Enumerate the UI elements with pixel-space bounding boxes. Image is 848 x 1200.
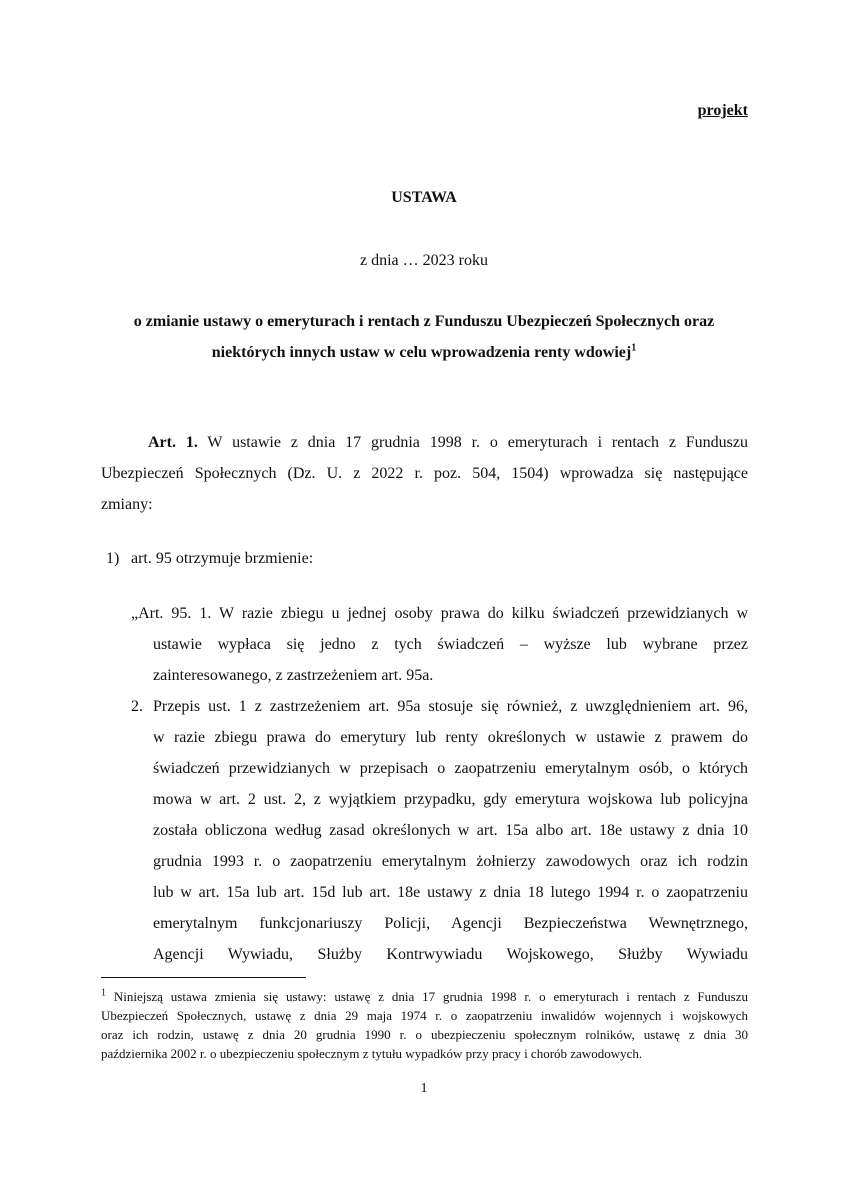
footnote-reference: 1	[631, 342, 637, 354]
paragraph-1-line-3: zainteresowanego, z zastrzeżeniem art. 95a.	[153, 667, 434, 684]
footnote-line-4: października 2002 r. o ubezpieczeniu społecznym z tytułu wypadków przy pracy i chorób zawodowych.	[101, 1046, 643, 1061]
article-1-text: W ustawie z dnia 17 grudnia 1998 r. o emeryturach i rentach z Funduszu	[197, 434, 749, 451]
document-subject-line-2	[0, 344, 848, 362]
paragraph-2-line-8: emerytalnym funkcjonariuszy Policji, Agencji Bezpieczeństwa Wewnętrznego,	[153, 915, 748, 932]
article-1-label: Art. 1.	[148, 434, 198, 451]
document-subject-text: niektórych innych ustaw w celu wprowadzenia renty wdowiej	[211, 344, 632, 361]
footnote-separator	[101, 977, 306, 978]
paragraph-2-number: 2.	[131, 698, 143, 715]
footnote-line-2: Ubezpieczeń Społecznych, ustawę z dnia 29 maja 1974 r. o zaopatrzeniu inwalidów wojennych i wojskowych	[101, 1008, 748, 1023]
paragraph-2-line-6: grudnia 1993 r. o zaopatrzeniu emerytalnym żołnierzy zawodowych oraz ich rodzin	[153, 853, 748, 870]
footnote-text: Niniejszą ustawa zmienia się ustawy: ustawę z dnia 17 grudnia 1998 r. o emeryturach i rentach z Funduszu	[106, 989, 748, 1004]
document-date: z dnia … 2023 roku	[360, 252, 488, 269]
article-1-line-1	[148, 427, 748, 458]
paragraph-2-line-9: Agencji Wywiadu, Służby Kontrwywiadu Wojskowego, Służby Wywiadu	[153, 946, 748, 963]
footnote-line-1	[101, 988, 748, 1007]
footnote-marker: 1	[101, 987, 106, 999]
page-number: 1	[420, 1081, 428, 1096]
draft-label: projekt	[697, 102, 748, 119]
article-1-line-3: zmiany:	[101, 496, 153, 513]
paragraph-1-line-2: ustawie wypłaca się jedno z tych świadczeń – wyższe lub wybrane przez	[153, 636, 748, 653]
amendment-item-number: 1)	[106, 550, 120, 567]
paragraph-2-line-4: mowa w art. 2 ust. 2, z wyjątkiem przypadku, gdy emerytura wojskowa lub policyjna	[153, 791, 748, 808]
paragraph-2-line-3: świadczeń przewidzianych w przepisach o zaopatrzeniu emerytalnym osób, o których	[153, 760, 748, 777]
paragraph-2-line-2: w razie zbiegu prawa do emerytury lub renty określonych w ustawie z prawem do	[153, 729, 748, 746]
document-type: USTAWA	[391, 189, 457, 206]
paragraph-1-line-1: „Art. 95. 1. W razie zbiegu u jednej osoby prawa do kilku świadczeń przewidzianych w	[131, 605, 748, 622]
paragraph-2-line-1: Przepis ust. 1 z zastrzeżeniem art. 95a stosuje się również, z uwzględnieniem art. 96,	[153, 698, 748, 715]
paragraph-2-line-7: lub w art. 15a lub art. 15d lub art. 18e ustawy z dnia 18 lutego 1994 r. o zaopatrzeniu	[153, 884, 748, 901]
article-1-line-2: Ubezpieczeń Społecznych (Dz. U. z 2022 r. poz. 504, 1504) wprowadza się następujące	[101, 465, 748, 482]
footnote-line-3: oraz ich rodzin, ustawę z dnia 20 grudnia 1990 r. o ubezpieczeniu społecznym rolników, ustawę z dnia 30	[101, 1027, 748, 1042]
amendment-item-text: art. 95 otrzymuje brzmienie:	[131, 550, 314, 567]
paragraph-2-line-5: została obliczona według zasad określonych w art. 15a albo art. 18e ustawy z dnia 10	[153, 822, 748, 839]
document-subject-line-1: o zmianie ustawy o emeryturach i rentach z Funduszu Ubezpieczeń Społecznych oraz	[133, 313, 715, 330]
